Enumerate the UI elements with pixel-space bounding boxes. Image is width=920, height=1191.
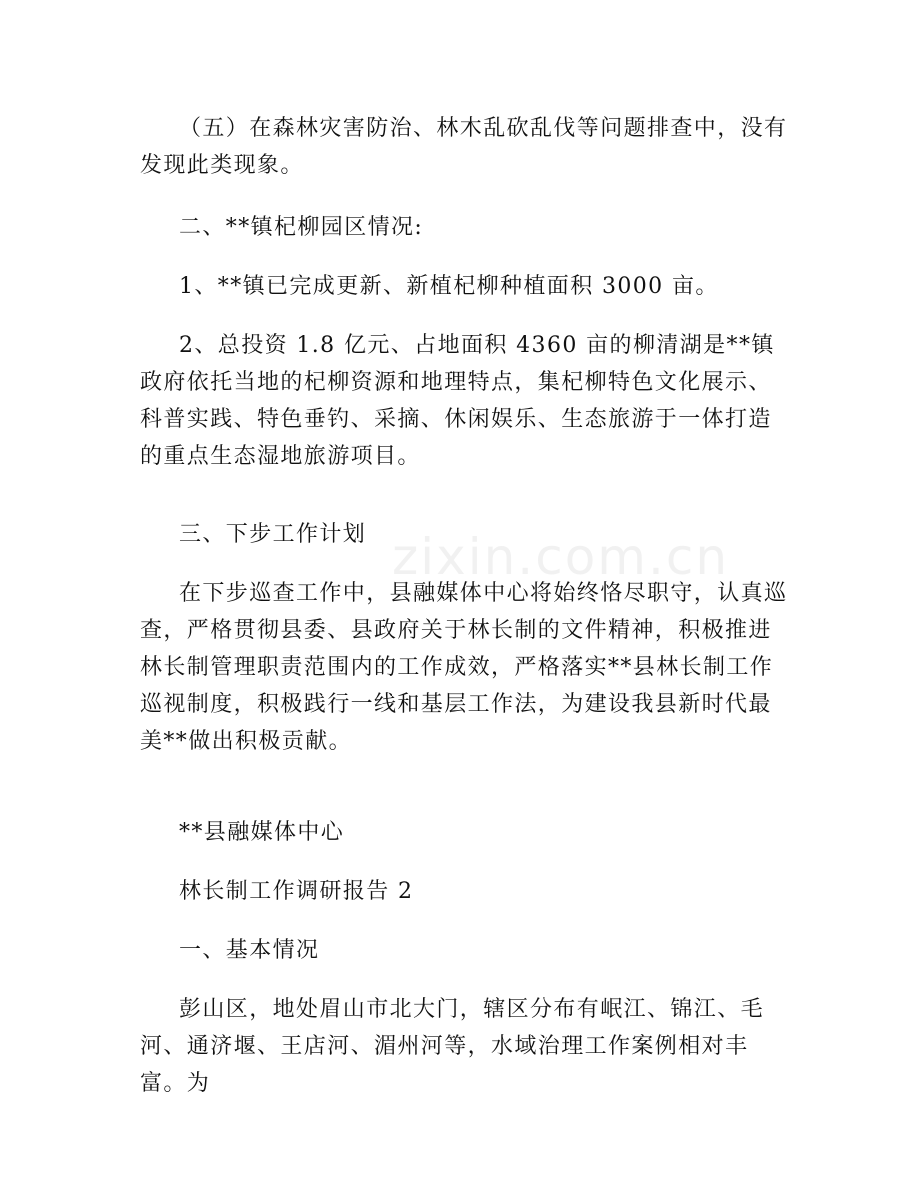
paragraph-investment: 2、总投资 1.8 亿元、占地面积 4360 亩的柳清湖是**镇政府依托当地的杞柳资源和地理特点，集杞柳特色文化展示、科普实践、特色垂钓、采摘、休闲娱乐、生态旅游于一体打造的重点生态湿地旅游项目。 bbox=[140, 333, 775, 469]
heading-basic-situation: 一、基本情况 bbox=[179, 938, 320, 963]
paragraph-work-plan: 在下步巡查工作中，县融媒体中心将始终恪尽职守，认真巡查，严格贯彻县委、县政府关于林长制的文件精神，积极推进林长制管理职责范围内的工作成效，严格落实**县林长制工作巡视制度，积极践行一线和基层工作法，为建设我县新时代最美**做出积极贡献。 bbox=[140, 581, 788, 754]
paragraph-planting-area: 1、**镇已完成更新、新植杞柳种植面积 3000 亩。 bbox=[179, 274, 719, 299]
report-title: 林长制工作调研报告 2 bbox=[179, 879, 414, 904]
watermark-text: zixin.com.cn bbox=[392, 528, 730, 586]
heading-section-2: 二、**镇杞柳园区情况: bbox=[179, 215, 424, 240]
heading-section-3: 三、下步工作计划 bbox=[179, 522, 367, 547]
paragraph-forest-disaster-check: （五）在森林灾害防治、林木乱砍乱伐等问题排查中，没有发现此类现象。 bbox=[140, 116, 788, 178]
paragraph-district-overview: 彭山区，地处眉山市北大门，辖区分布有岷江、锦江、毛河、通济堰、王店河、湄州河等，水域治理工作案例相对丰富。为 bbox=[140, 997, 765, 1096]
signature-organization: **县融媒体中心 bbox=[179, 820, 345, 845]
